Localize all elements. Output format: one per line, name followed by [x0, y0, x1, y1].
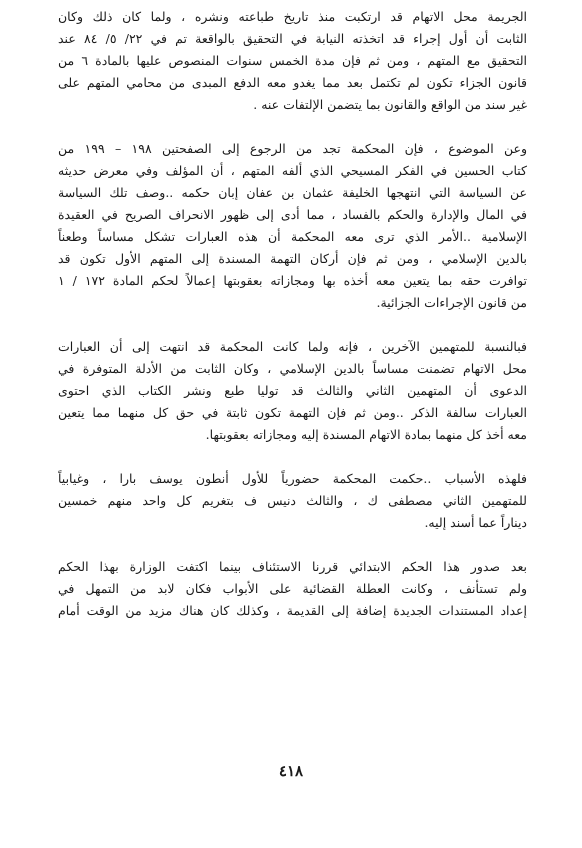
text-line: معه أخذ كل منهما بمادة الاتهام المسندة إليه ومجازاته بعقوبتها.	[205, 427, 527, 442]
text-line: العبارات سالفة الذكر ..ومن ثم فإن التهمة تكون ثابتة في حق كل منهما مما يتعين	[58, 405, 527, 420]
text-line: ديناراً عما أسند إليه.	[424, 515, 527, 530]
paragraph-gap	[58, 116, 527, 138]
paragraph-gap	[58, 534, 527, 556]
text-line: غير سند من الواقع والقانون بما يتضمن الإلتفات عنه .	[253, 97, 527, 112]
text-line: كتاب الحسين في الفكر المسيحي الذي ألفه المتهم ، أن المؤلف وفي معرض حديثه	[58, 163, 527, 178]
text-line: الإسلامية ..الأمر الذي ترى معه المحكمة أن هذه العبارات تشكل مساساً وطعناً	[58, 229, 527, 244]
text-line: محل الاتهام تضمنت مساساً بالدين الإسلامي ، وكان الثابت من الأدلة المتوفرة في	[58, 361, 527, 376]
text-line: الدعوى أن المتهمين الثاني والثالث قد توليا طبع ونشر الكتاب الذي احتوى	[58, 383, 527, 398]
paragraph-2	[58, 138, 527, 314]
body-text	[58, 6, 527, 622]
text-line: من قانون الإجراءات الجزائية.	[376, 295, 527, 310]
paragraph-3	[58, 336, 527, 446]
text-line: في المال والإدارة والحكم بالفساد ، مما أدى إلى ظهور الانحراف الصريح في العقيدة	[58, 207, 527, 222]
text-line: إعداد المستندات الجديدة إضافة إلى القديمة ، وكذلك كان هناك مزيد من الوقت أمام	[58, 603, 527, 618]
text-line: توافرت حقه بما يتعين معه أخذه بها ومجازاته بعقوبتها إعمالاً لحكم المادة ١٧٢ / ١	[58, 273, 527, 288]
paragraph-gap	[58, 446, 527, 468]
text-line: الثابت أن أول إجراء قد اتخذته النيابة في التحقيق بالواقعة تم في ٢٢/ ٥/ ٨٤ عند	[58, 31, 527, 46]
text-line: الجريمة محل الاتهام قد ارتكبت منذ تاريخ طباعته ونشره ، ولما كان ذلك وكان	[58, 9, 527, 24]
paragraph-gap	[58, 314, 527, 336]
text-line: وعن الموضوع ، فإن المحكمة تجد من الرجوع إلى الصفحتين ١٩٨ – ١٩٩ من	[58, 141, 527, 156]
text-line: بعد صدور هذا الحكم الابتدائي قررنا الاستئناف بينما اكتفت الوزارة بهذا الحكم	[58, 559, 527, 574]
paragraph-5	[58, 556, 527, 622]
text-line: بالدين الإسلامي ، ومن ثم فإن أركان التهمة المسندة إلى المتهم الأول تكون قد	[58, 251, 527, 266]
text-line: عن السياسة التي انتهجها الخليفة عثمان بن عفان إبان حكمه ..وصف تلك السياسة	[58, 185, 527, 200]
text-line: قانون الجزاء تكون لم تكتمل بعد مما يغدو معه الدفع المبدى من محامي المتهم على	[58, 75, 527, 90]
page-number: ٤١٨	[278, 762, 304, 780]
text-line: ولم تستأنف ، وكانت العطلة القضائية على الأبواب فكان لابد من التمهل في	[58, 581, 527, 596]
text-line: التحقيق مع المتهم ، ومن ثم فإن مدة الخمس سنوات المنصوص عليها بالمادة ٦ من	[58, 53, 527, 68]
paragraph-4	[58, 468, 527, 534]
text-line: فلهذه الأسباب ..حكمت المحكمة حضورياً للأول أنطون يوسف بارا ، وغيابياً	[58, 471, 527, 486]
paragraph-1	[58, 6, 527, 116]
text-line: للمتهمين الثاني مصطفى ك ، والثالث دنيس ف بتغريم كل واحد منهم خمسين	[58, 493, 527, 508]
text-line: فبالنسبة للمتهمين الآخرين ، فإنه ولما كانت المحكمة قد انتهت إلى أن العبارات	[58, 339, 527, 354]
